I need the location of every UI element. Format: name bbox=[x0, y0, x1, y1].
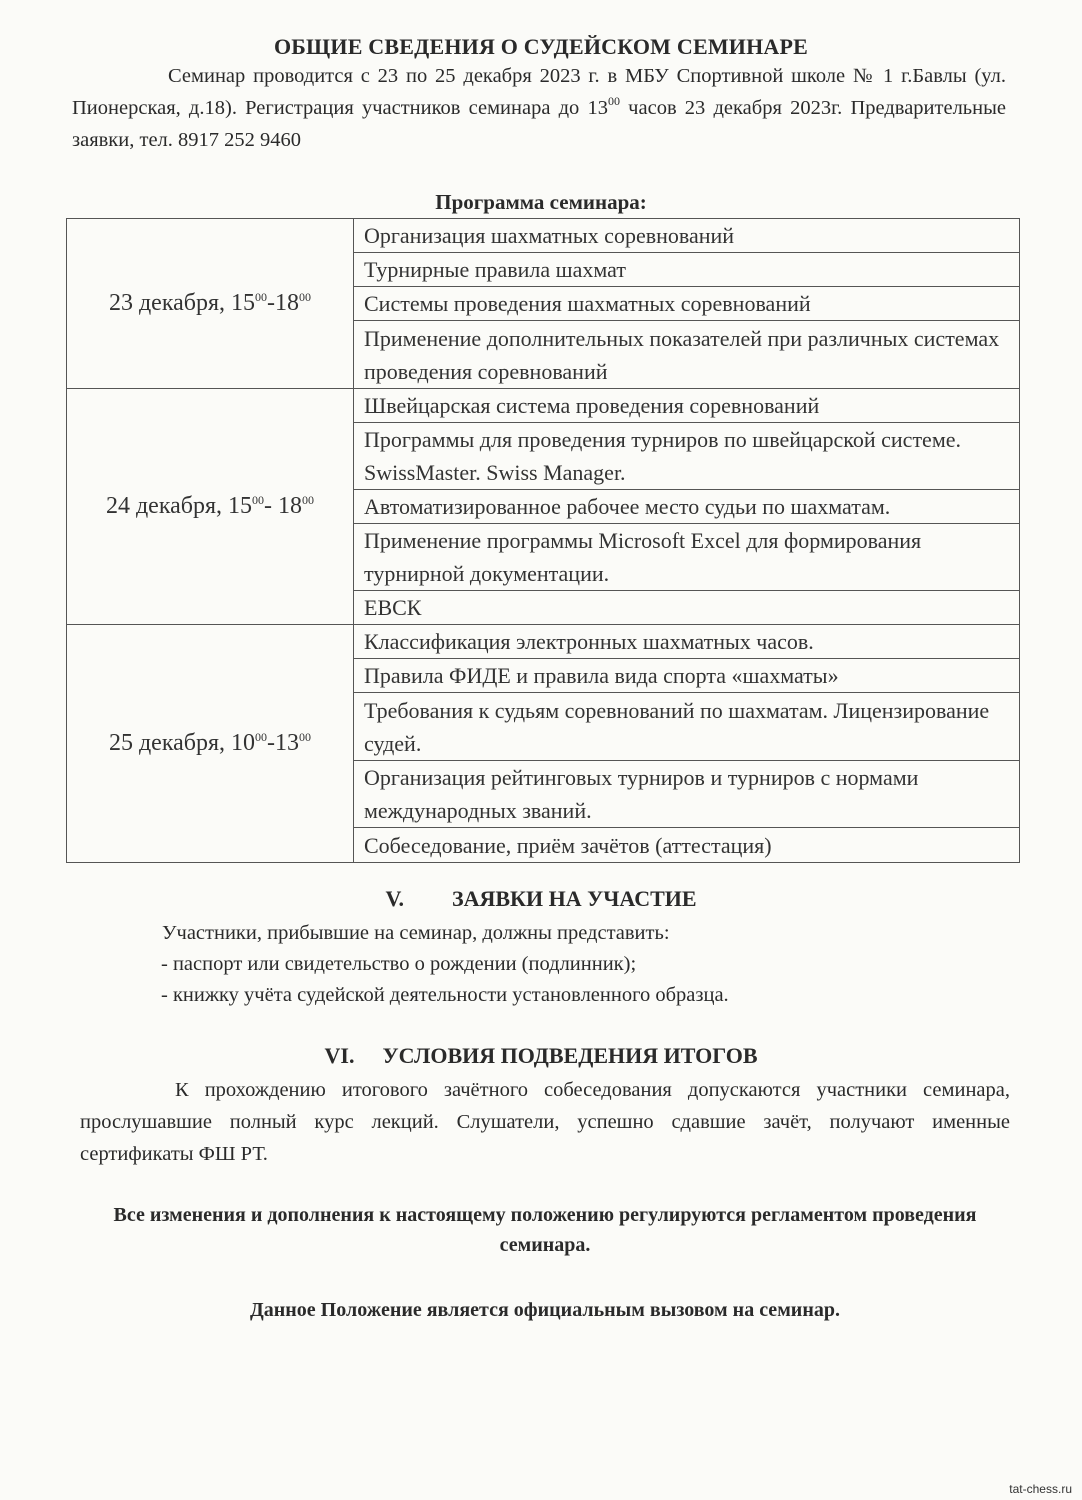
topic-cell: Организация шахматных соревнований bbox=[354, 219, 1020, 253]
topic-cell: Классификация электронных шахматных часов. bbox=[354, 625, 1020, 659]
day-sup: 00 bbox=[299, 730, 312, 744]
table-row bbox=[67, 219, 1020, 253]
topic-cell: Требования к судьям соревнований по шахматам. Лицензирование судей. bbox=[354, 693, 1020, 761]
list-item: - книжку учёта судейской деятельности установленного образца. bbox=[161, 984, 729, 1006]
topic-cell: Применение дополнительных показателей при различных системах проведения соревнований bbox=[354, 321, 1020, 389]
day-end: -13 bbox=[267, 730, 300, 756]
program-title: Программа семинара: bbox=[435, 190, 647, 214]
section-5-heading bbox=[0, 886, 1082, 912]
seminar-intro bbox=[72, 60, 1006, 156]
results-paragraph bbox=[80, 1074, 1010, 1170]
results-text: К прохождению итогового зачётного собеседования допускаются участники семинара, прослушавшие полный курс лекций. Слушатели, успешно сдавшие зачёт, получают именные сертификаты ФШ РТ. bbox=[80, 1079, 1010, 1165]
topic-cell: Швейцарская система проведения соревнований bbox=[354, 389, 1020, 423]
program-table bbox=[66, 218, 1020, 863]
section-6-heading bbox=[0, 1043, 1082, 1069]
section-number: V. bbox=[385, 886, 404, 911]
intro-sup: 00 bbox=[608, 94, 620, 108]
day-sup: 00 bbox=[299, 290, 312, 304]
intro-text-a: Семинар проводится с 23 по 25 декабря 2023 г. в МБУ Спортивной школе № 1 г.Бавлы (ул. Пионерская, д.18). Регистрация участников семинара до 13 bbox=[72, 65, 1006, 119]
list-item: Участники, прибывшие на семинар, должны представить: bbox=[162, 922, 670, 944]
day-end: -18 bbox=[267, 290, 300, 316]
topic-cell: ЕВСК bbox=[354, 591, 1020, 625]
topic-cell: Правила ФИДЕ и правила вида спорта «шахматы» bbox=[354, 659, 1020, 693]
day-date: 25 декабря, 10 bbox=[108, 730, 256, 756]
changes-note: Все изменения и дополнения к настоящему положению регулируются регламентом проведения семинара. bbox=[113, 1204, 977, 1256]
topic-cell: Системы проведения шахматных соревнований bbox=[354, 287, 1020, 321]
page-title: ОБЩИЕ СВЕДЕНИЯ О СУДЕЙСКОМ СЕМИНАРЕ bbox=[273, 34, 809, 59]
official-note: Данное Положение является официальным вызовом на семинар. bbox=[250, 1299, 840, 1321]
topic-cell: Организация рейтинговых турниров и турниров с нормами международных званий. bbox=[354, 761, 1020, 828]
topic-cell: Турнирные правила шахмат bbox=[354, 253, 1020, 287]
day-sup: 00 bbox=[255, 730, 268, 744]
day-cell bbox=[67, 219, 354, 389]
day-sup: 00 bbox=[252, 493, 265, 507]
topic-cell: Автоматизированное рабочее место судьи по шахматам. bbox=[354, 490, 1020, 524]
section-number: VI. bbox=[324, 1043, 355, 1068]
day-sup: 00 bbox=[255, 290, 268, 304]
section-title: УСЛОВИЯ ПОДВЕДЕНИЯ ИТОГОВ bbox=[382, 1043, 758, 1068]
list-item: - паспорт или свидетельство о рождении (подлинник); bbox=[161, 953, 637, 975]
topic-cell: Собеседование, приём зачётов (аттестация) bbox=[354, 828, 1020, 863]
day-date: 24 декабря, 15 bbox=[105, 493, 253, 519]
topic-cell: Программы для проведения турниров по швейцарской системе. SwissMaster. Swiss Manager. bbox=[354, 423, 1020, 490]
section-title: ЗАЯВКИ НА УЧАСТИЕ bbox=[452, 886, 697, 911]
day-cell bbox=[67, 389, 354, 625]
table-row bbox=[67, 389, 1020, 423]
day-end: - 18 bbox=[264, 493, 303, 519]
intro-text-b: часов 23 декабря 2023г. Предварительные заявки, тел. 8917 252 9460 bbox=[72, 97, 1006, 151]
day-cell bbox=[67, 625, 354, 863]
requirements-list bbox=[162, 918, 1022, 1011]
site-watermark: tat-chess.ru bbox=[1009, 1482, 1072, 1496]
day-sup: 00 bbox=[302, 493, 315, 507]
table-row bbox=[67, 625, 1020, 659]
topic-cell: Применение программы Microsoft Excel для формирования турнирной документации. bbox=[354, 524, 1020, 591]
day-date: 23 декабря, 15 bbox=[108, 290, 256, 316]
